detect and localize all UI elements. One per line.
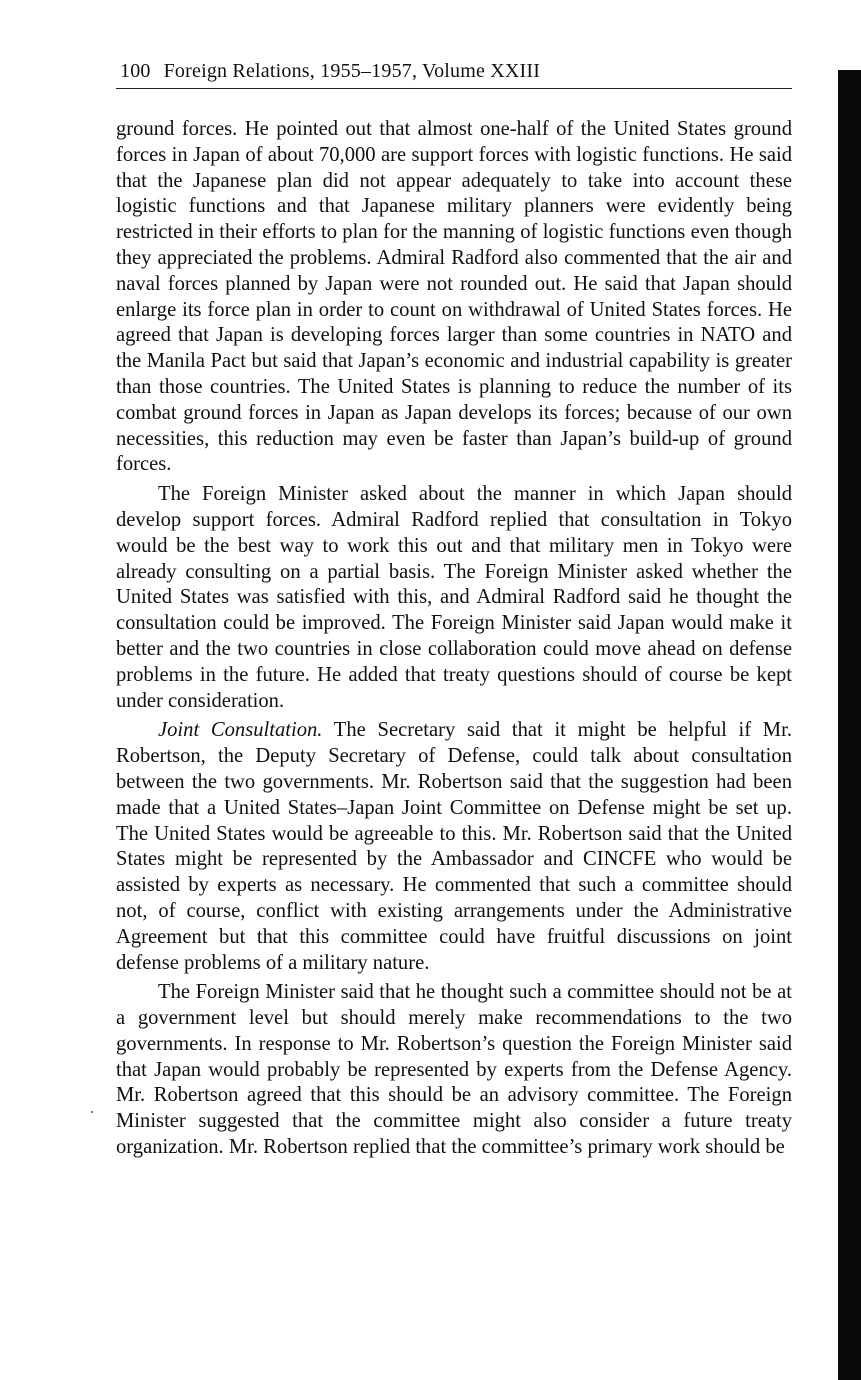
running-head bbox=[116, 60, 792, 89]
volume-title: Foreign Relations, 1955–1957, Volume XXIII bbox=[163, 60, 541, 82]
document-page bbox=[116, 60, 792, 1165]
paragraph-3-heading: Joint Consultation. bbox=[158, 719, 323, 742]
paragraph-4 bbox=[116, 980, 792, 1161]
paragraph-2-text: The Foreign Minister asked about the manner in which Japan should develop support forces. Admiral Radford replied that consultation in Tokyo would be the best way to work this out and that military men in Tokyo were already consulting on a partial basis. The Foreign Minister asked whether the United States was satisfied with this, and Admiral Radford said he thought the consultation could be improved. The Foreign Minister said Japan would make it better and the two countries in close collaboration could move ahead on defense problems in the future. He added that treaty questions should of course be kept under consideration. bbox=[116, 483, 792, 712]
paragraph-2 bbox=[116, 482, 792, 714]
paragraph-3-text: The Secretary said that it might be helpful if Mr. Robertson, the Deputy Secretary of Defense, could talk about consultation between the two governments. Mr. Robertson said that the suggestion had been made that a United States–Japan Joint Committee on Defense might be set up. The United States would be agreeable to this. Mr. Robertson said that the United States might be represented by the Ambassador and CINCFE who would be assisted by experts as necessary. He commented that such a committee should not, of course, conflict with existing arrangements under the Administrative Agreement but that this committee could have fruitful discussions on joint defense problems of a military nature. bbox=[116, 719, 792, 974]
body-text bbox=[116, 117, 792, 1161]
paragraph-1 bbox=[116, 117, 792, 478]
scan-shadow-edge bbox=[838, 0, 861, 1380]
scan-edge-top bbox=[838, 0, 861, 70]
paragraph-4-text: The Foreign Minister said that he thought such a committee should not be at a government level but should merely make recommendations to the two governments. In response to Mr. Robertson’s question the Foreign Minister said that Japan would probably be represented by experts from the Defense Agency. Mr. Robertson agreed that this should be an advisory committee. The Foreign Minister suggested that the committee might also consider a future treaty organization. Mr. Robertson replied that the committee’s primary work should be bbox=[116, 981, 792, 1159]
scan-speck bbox=[91, 1111, 93, 1113]
page-number: 100 bbox=[120, 60, 151, 82]
paragraph-1-text: ground forces. He pointed out that almost one-half of the United States ground forces in Japan of about 70,000 are support forces with logistic functions. He said that the Japanese plan did not appear adequately to take into account these logistic functions and that Japanese military planners were evidently being restricted in their efforts to plan for the manning of logistic functions even though they appreciated the problems. Admiral Radford also commented that the air and naval forces planned by Japan were not rounded out. He said that Japan should enlarge its force plan in order to count on withdrawal of United States forces. He agreed that Japan is developing forces larger than some countries in NATO and the Manila Pact but said that Japan’s economic and industrial capability is greater than those countries. The United States is planning to reduce the number of its combat ground forces in Japan as Japan develops its forces; because of our own necessities, this reduction may even be faster than Japan’s build-up of ground forces. bbox=[116, 118, 792, 476]
paragraph-3 bbox=[116, 718, 792, 976]
